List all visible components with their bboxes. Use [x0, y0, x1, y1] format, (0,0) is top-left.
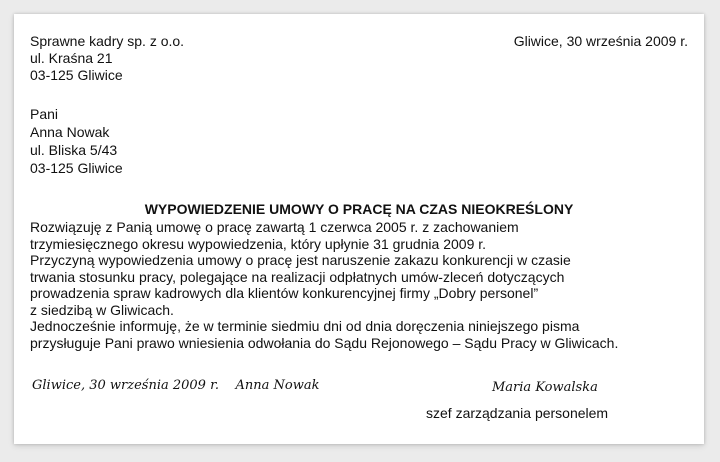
recipient-city: 03-125 Gliwice	[30, 160, 123, 176]
recipient-street: ul. Bliska 5/43	[30, 142, 118, 158]
body-line: Przyczyną wypowiedzenia umowy o pracę jest naruszenie zakazu konkurencji w czasie	[30, 252, 571, 268]
body-line: Jednocześnie informuję, że w terminie siedmiu dni od dnia doręczenia niniejszego pisma	[30, 318, 580, 334]
letter-body	[30, 219, 700, 351]
letter-title: WYPOWIEDZENIE UMOWY O PRACĘ NA CZAS NIEOKREŚLONY	[144, 201, 574, 217]
body-line: Rozwiązuję z Panią umowę o pracę zawartą 1 czerwca 2005 r. z zachowaniem	[30, 219, 519, 235]
signer-position: szef zarządzania personelem	[426, 405, 609, 421]
body-line: prowadzenia spraw kadrowych dla klientów konkurencyjnej firmy „Dobry personel”	[30, 285, 539, 301]
signature: Maria Kowalska	[492, 380, 598, 395]
letter-page	[14, 14, 704, 444]
body-line: z siedzibą w Gliwicach.	[30, 301, 174, 318]
sender-street: ul. Kraśna 21	[30, 50, 113, 66]
body-line: przysługuje Pani prawo wniesienia odwołania do Sądu Rejonowego – Sądu Pracy w Gliwicach.	[30, 334, 619, 351]
sender-company: Sprawne kadry sp. z o.o.	[30, 33, 185, 49]
receipt-note: Gliwice, 30 września 2009 r. Anna Nowak	[32, 378, 320, 393]
place-date: Gliwice, 30 września 2009 r.	[513, 33, 688, 49]
recipient-salutation: Pani	[30, 106, 59, 122]
sender-city: 03-125 Gliwice	[30, 67, 123, 83]
recipient-name: Anna Nowak	[30, 124, 110, 140]
body-line: trwania stosunku pracy, polegające na realizacji odpłatnych umów-zleceń dotyczących	[30, 268, 565, 285]
body-line: trzymiesięcznego okresu wypowiedzenia, który upłynie 31 grudnia 2009 r.	[30, 235, 487, 252]
